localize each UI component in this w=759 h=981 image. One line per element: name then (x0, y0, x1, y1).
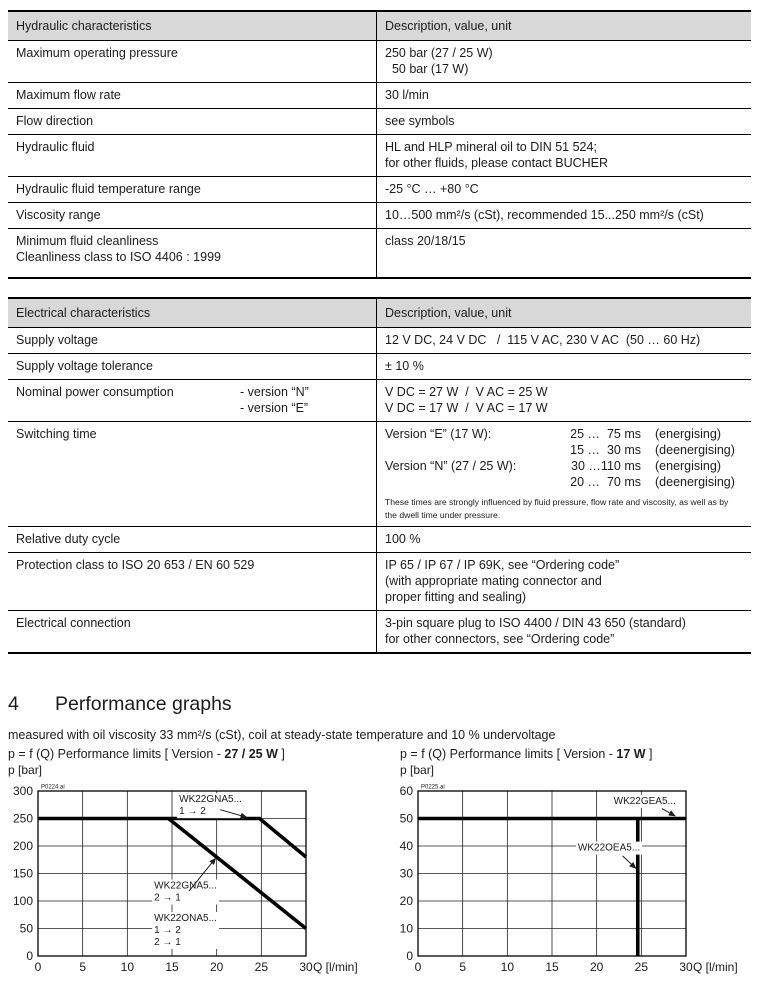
svg-text:P0224.ai: P0224.ai (41, 784, 65, 791)
svg-text:300: 300 (12, 784, 33, 798)
switching-mode: (deenergising) (655, 475, 735, 489)
table-header-value: Description, value, unit (385, 19, 512, 33)
row-label: Relative duty cycle (16, 532, 121, 546)
row-value: class 20/18/15 (385, 234, 466, 248)
row-label: Viscosity range (16, 208, 101, 222)
row-value: see symbols (385, 114, 455, 128)
switching-time-value: 20 … 70 ms (570, 475, 641, 489)
row-value: 12 V DC, 24 V DC / 115 V AC, 230 V AC (50 … 60 Hz) (385, 333, 701, 347)
row-value: 100 % (385, 532, 421, 546)
svg-text:30: 30 (679, 960, 693, 974)
svg-text:25: 25 (634, 960, 649, 974)
table-row (8, 526, 751, 552)
svg-text:WK22OEA5...: WK22OEA5... (577, 842, 641, 854)
row-value: ± 10 % (385, 359, 424, 373)
table-row (8, 40, 751, 82)
svg-text:2 → 1: 2 → 1 (154, 937, 181, 948)
row-value: 250 bar (27 / 25 W) (385, 46, 493, 60)
svg-text:15: 15 (545, 960, 559, 974)
svg-text:0: 0 (34, 960, 42, 974)
row-value: for other connectors, see “Ordering code” (385, 632, 615, 646)
svg-text:15: 15 (165, 960, 179, 974)
switching-time-value: 30 …110 ms (571, 459, 641, 473)
table-row (8, 353, 751, 379)
row-value: 3-pin square plug to ISO 4400 / DIN 43 650 (standard) (385, 616, 686, 630)
svg-text:50: 50 (19, 921, 33, 936)
row-label: Hydraulic fluid (16, 140, 95, 154)
chart-title: p = f (Q) Performance limits [ Version - 17 W ] (400, 747, 653, 761)
row-label: Protection class to ISO 20 653 / EN 60 529 (16, 558, 255, 572)
switching-time-line (385, 474, 745, 490)
svg-text:5: 5 (79, 960, 87, 974)
svg-text:2 → 1: 2 → 1 (154, 892, 181, 904)
svg-text:1 → 2: 1 → 2 (154, 925, 181, 936)
table-row (8, 202, 751, 228)
switching-version: Version “E” (17 W): (385, 427, 492, 441)
svg-text:P0225.ai: P0225.ai (421, 784, 445, 791)
table-row (8, 108, 751, 134)
svg-text:WK22GNA5...: WK22GNA5... (154, 880, 217, 892)
switching-mode: (deenergising) (655, 443, 735, 457)
row-value: 30 l/min (385, 88, 429, 102)
row-sub-label: - version “N” (240, 385, 309, 399)
row-label: Maximum flow rate (16, 88, 121, 102)
table-row (8, 228, 751, 277)
section-title: Performance graphs (55, 693, 232, 715)
row-value: V DC = 17 W / V AC = 17 W (385, 401, 548, 415)
switching-version: Version “N” (27 / 25 W): (385, 459, 517, 473)
svg-text:5: 5 (459, 960, 467, 974)
svg-text:30: 30 (399, 866, 413, 881)
switching-time-line (385, 426, 745, 442)
svg-text:WK22ONA5...: WK22ONA5... (154, 913, 217, 924)
row-label: Electrical connection (16, 616, 131, 630)
performance-chart-17w-svg (388, 779, 759, 981)
svg-text:20: 20 (589, 960, 604, 974)
svg-text:0: 0 (406, 949, 413, 963)
table-header-value: Description, value, unit (385, 306, 512, 320)
table-row (8, 82, 751, 108)
svg-text:WK22GEA5...: WK22GEA5... (613, 795, 676, 807)
row-label: Minimum fluid cleanliness (16, 234, 159, 248)
row-value: (with appropriate mating connector and (385, 574, 602, 588)
y-axis-label: p [bar] (8, 763, 43, 777)
svg-text:0: 0 (414, 960, 422, 974)
svg-text:10: 10 (500, 960, 515, 974)
performance-chart-27-25w-svg (8, 779, 380, 981)
svg-text:0: 0 (26, 949, 33, 963)
svg-text:30: 30 (299, 960, 313, 974)
svg-text:150: 150 (12, 866, 33, 881)
svg-text:60: 60 (399, 784, 413, 798)
chart-27-25w (8, 746, 380, 981)
row-label: Nominal power consumption (16, 385, 174, 399)
switching-time-line (385, 458, 745, 474)
row-label: Cleanliness class to ISO 4406 : 1999 (16, 250, 221, 264)
row-sub-label: - version “E” (240, 401, 309, 415)
svg-text:Q [l/min]: Q [l/min] (313, 960, 358, 974)
y-axis-label: p [bar] (400, 763, 435, 777)
row-label: Supply voltage tolerance (16, 359, 153, 373)
svg-text:10: 10 (399, 921, 413, 936)
row-value: IP 65 / IP 67 / IP 69K, see “Ordering code” (385, 558, 620, 572)
switching-version (385, 474, 555, 490)
hydraulic-characteristics-table (8, 10, 751, 279)
svg-text:WK22GNA5...: WK22GNA5... (179, 794, 242, 806)
svg-text:Q [l/min]: Q [l/min] (693, 960, 738, 974)
svg-text:1 → 2: 1 → 2 (179, 806, 206, 818)
svg-text:10: 10 (120, 960, 135, 974)
table-header-row (8, 12, 751, 40)
table-header-row (8, 299, 751, 327)
section-number: 4 (8, 693, 19, 715)
row-value: 50 bar (17 W) (385, 62, 469, 76)
row-label: Hydraulic fluid temperature range (16, 182, 201, 196)
table-row-nominal-power (8, 379, 751, 421)
table-header-label: Hydraulic characteristics (8, 12, 377, 40)
chart-17w (388, 746, 759, 981)
table-row (8, 327, 751, 353)
table-row (8, 176, 751, 202)
chart-title: p = f (Q) Performance limits [ Version - 27 / 25 W ] (8, 747, 285, 761)
row-label: Supply voltage (16, 333, 99, 347)
table-row (8, 610, 751, 652)
performance-graphs (8, 746, 751, 981)
row-label: Maximum operating pressure (16, 46, 178, 60)
table-header-label: Electrical characteristics (8, 299, 377, 327)
svg-text:25: 25 (254, 960, 269, 974)
row-value: V DC = 27 W / V AC = 25 W (385, 385, 548, 399)
svg-text:250: 250 (12, 811, 33, 826)
switching-mode: (energising) (655, 459, 722, 473)
svg-text:200: 200 (12, 839, 33, 853)
row-value: proper fitting and sealing) (385, 590, 527, 604)
svg-text:40: 40 (399, 839, 413, 853)
row-label: Flow direction (16, 114, 94, 128)
row-value: for other fluids, please contact BUCHER (385, 156, 609, 170)
table-row (8, 134, 751, 176)
row-value: -25 °C … +80 °C (385, 182, 479, 196)
switching-version (385, 442, 555, 458)
switching-time-line (385, 442, 745, 458)
svg-text:50: 50 (399, 811, 413, 826)
row-value: HL and HLP mineral oil to DIN 51 524; (385, 140, 597, 154)
switching-time-value: 25 … 75 ms (570, 427, 641, 441)
switching-mode: (energising) (655, 427, 722, 441)
switching-time-note: These times are strongly influenced by fluid pressure, flow rate and viscosity, as well as by the dwell time under pressure. (385, 497, 729, 520)
svg-text:100: 100 (12, 894, 33, 908)
svg-text:20: 20 (399, 894, 413, 908)
switching-time-value: 15 … 30 ms (570, 443, 641, 457)
table-row-switching-time (8, 421, 751, 526)
row-label: Switching time (16, 427, 97, 441)
svg-text:20: 20 (209, 960, 224, 974)
section-heading (8, 692, 751, 716)
measurement-conditions-text: measured with oil viscosity 33 mm²/s (cSt), coil at steady-state temperature and 10 % undervoltage (8, 728, 556, 742)
electrical-characteristics-table (8, 297, 751, 654)
row-value: 10…500 mm²/s (cSt), recommended 15...250 mm²/s (cSt) (385, 208, 704, 222)
table-row (8, 552, 751, 610)
